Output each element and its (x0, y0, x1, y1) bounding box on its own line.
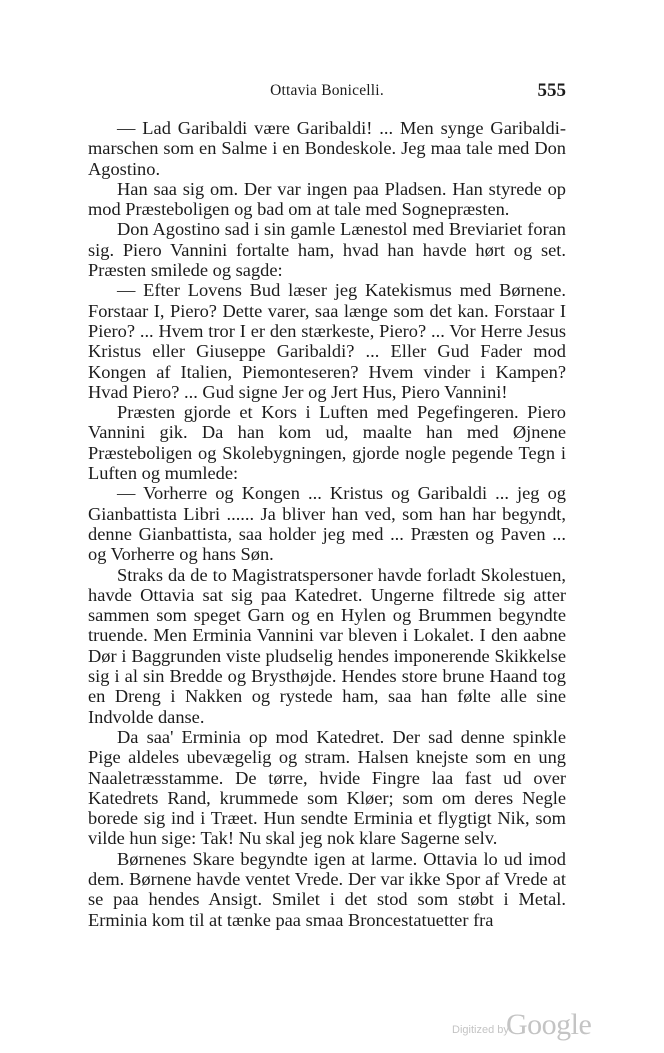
paragraph: Børnenes Skare begyndte igen at larme. Ottavia lo ud imod dem. Børnene havde ventet Vrede. Der var ikke Spor af Vrede at se paa hendes Ansigt. Smilet i det stod som støbt i Metal. Erminia kom til at tænke paa smaa Broncestatuetter fra (88, 848, 566, 930)
google-logo: Google (506, 1008, 592, 1041)
digitized-by-google-watermark (444, 1006, 604, 1042)
digitized-by-label: Digitized by (452, 1024, 509, 1036)
running-header (88, 80, 566, 104)
body-text (88, 118, 566, 930)
running-title: Ottavia Bonicelli. (270, 82, 384, 99)
paragraph: Straks da de to Magistratspersoner havde forladt Skolestuen, havde Ottavia sat sig paa Katedret. Ungerne filtrede sig atter sammen som speget Garn og en Hylen og Brummen begyndte truende. Men Erminia Vannini var bleven i Lokalet. I den aabne Dør i Baggrunden viste pludselig hendes imponerende Skikkelse sig i al sin Bredde og Brysthøjde. Hendes store brune Haand tog en Dreng i Nakken og rystede ham, saa han følte alle sine Indvolde danse. (88, 564, 566, 727)
paragraph: Præsten gjorde et Kors i Luften med Pegefingeren. Piero Vannini gik. Da han kom ud, maalte han med Øjnene Præsteboligen og Skolebygningen, gjorde nogle pegende Tegn i Luften og mumlede: (88, 402, 566, 484)
paragraph: — Efter Lovens Bud læser jeg Katekismus med Børnene. Forstaar I, Piero? Dette varer, saa længe som det kan. Forstaar I Piero? ... Hvem tror I er den stærkeste, Piero? ... Vor Herre Jesus Kristus eller Giuseppe Garibaldi? ... Eller Gud Fader mod Kongen af Italien, Piemonteseren? Hvem vinder i Kampen? Hvad Piero? ... Gud signe Jer og Jert Hus, Piero Vannini! (88, 280, 566, 402)
paragraph: Da saa' Erminia op mod Katedret. Der sad denne spinkle Pige aldeles ubevægelig og stram. Halsen knejste som en ung Naaletræsstamme. De tørre, hvide Fingre laa fast ud over Katedrets Rand, krummede som Kløer; som om deres Negle borede sig ind i Træet. Hun sendte Erminia et flygtigt Nik, som vilde hun sige: Tak! Nu skal jeg nok klare Sagerne selv. (88, 726, 566, 849)
paragraph: Don Agostino sad i sin gamle Lænestol med Breviariet foran sig. Piero Vannini fortalte ham, hvad han havde hørt og set. Præsten smilede og sagde: (88, 219, 566, 281)
paragraph: — Lad Garibaldi være Garibaldi! ... Men synge Garibaldi-marschen som en Salme i en Bondeskole. Jeg maa tale med Don Agostino. (88, 118, 566, 179)
page-number: 555 (537, 80, 566, 101)
paragraph: — Vorherre og Kongen ... Kristus og Garibaldi ... jeg og Gianbattista Libri ...... Ja bliver han ved, som han har begyndt, denne Gianbattista, saa holder jeg med ... Præsten og Paven ... og Vorherre og hans Søn. (88, 483, 566, 565)
paragraph: Han saa sig om. Der var ingen paa Pladsen. Han styrede op mod Præsteboligen og bad om at tale med Sognepræsten. (88, 178, 566, 220)
